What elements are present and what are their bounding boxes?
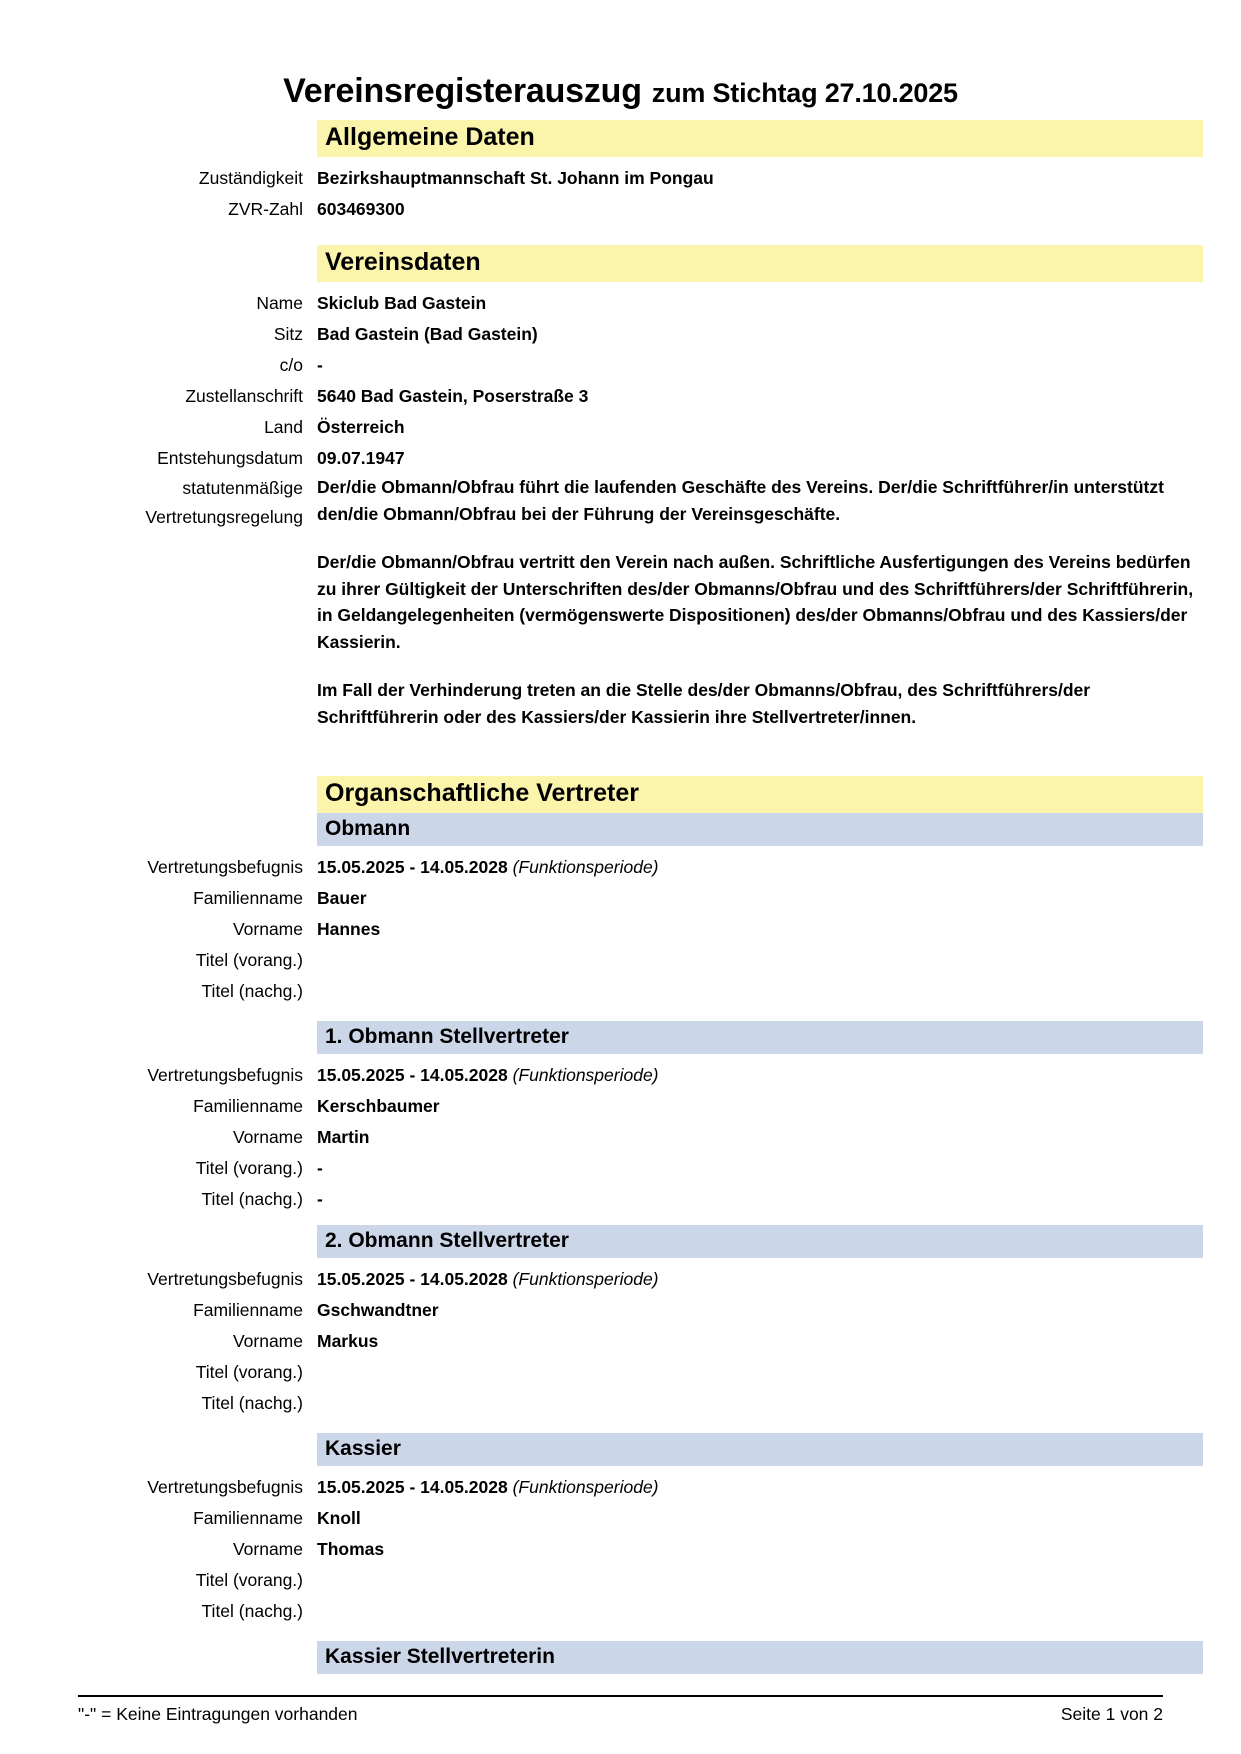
field-label-titel-nachg: Titel (nachg.)	[201, 981, 303, 1001]
field-value-vorname-stv2: Markus	[317, 1331, 379, 1351]
field-row-vertretungsregelung	[0, 474, 1241, 730]
field-row-co	[0, 350, 1241, 381]
field-label-vertretungsbefugnis: Vertretungsbefugnis	[147, 1477, 303, 1497]
field-value-vertretungsbefugnis-stv2	[317, 1264, 1241, 1295]
section-header-vereinsdaten: Vereinsdaten	[317, 245, 1203, 282]
field-value-vorname-stv1: Martin	[317, 1127, 370, 1147]
document-title-main: Vereinsregisterauszug	[283, 72, 642, 110]
field-row-land	[0, 412, 1241, 443]
field-value-vorname-kassier: Thomas	[317, 1539, 385, 1559]
page-footer	[78, 1695, 1163, 1726]
field-label-vorname: Vorname	[232, 1331, 303, 1351]
field-value-entstehungsdatum: 09.07.1947	[317, 448, 405, 468]
field-value-zustellanschrift: 5640 Bad Gastein, Poserstraße 3	[317, 386, 589, 406]
field-label-vertretungsregelung-line2: Vertretungsregelung	[145, 507, 303, 527]
field-row-name	[0, 288, 1241, 319]
field-row-titel-vorang-obmann	[0, 945, 1241, 976]
field-row-zvr-zahl	[0, 194, 1241, 225]
footer-page-number: Seite 1 von 2	[1060, 1704, 1163, 1724]
field-label-vertretungsbefugnis: Vertretungsbefugnis	[147, 857, 303, 877]
field-label-co: c/o	[279, 355, 303, 375]
field-value-co: -	[317, 355, 323, 375]
field-value-familienname-stv1: Kerschbaumer	[317, 1096, 440, 1116]
field-row-familienname-stv1	[0, 1091, 1241, 1122]
field-row-titel-vorang-stv1	[0, 1153, 1241, 1184]
field-row-vertretungsbefugnis-obmann	[0, 852, 1241, 883]
field-row-titel-nachg-kassier	[0, 1596, 1241, 1627]
field-label-familienname: Familienname	[193, 1300, 303, 1320]
field-row-zustellanschrift	[0, 381, 1241, 412]
field-label-zvr-zahl: ZVR-Zahl	[228, 199, 303, 219]
footer-divider	[78, 1695, 1163, 1697]
document-title-subtitle: zum Stichtag 27.10.2025	[651, 78, 958, 108]
subsection-header-kassier: Kassier	[317, 1433, 1203, 1466]
field-value-vertretungsbefugnis-stv1	[317, 1060, 1241, 1091]
field-row-vorname-obmann	[0, 914, 1241, 945]
field-row-familienname-kassier	[0, 1503, 1241, 1534]
field-label-zustellanschrift: Zustellanschrift	[185, 386, 303, 406]
subsection-header-obmann-stellvertreter-1: 1. Obmann Stellvertreter	[317, 1021, 1203, 1054]
field-value-name: Skiclub Bad Gastein	[317, 293, 487, 313]
field-label-familienname: Familienname	[193, 1508, 303, 1528]
field-label-name: Name	[256, 293, 303, 313]
vertretungsregelung-paragraph-2: Der/die Obmann/Obfrau vertritt den Verein nach außen. Schriftliche Ausfertigungen des Vereins bedürfen zu ihrer Gültigkeit der Unterschriften des/der Obmanns/Obfrau und des Schriftführers/der Schriftführerin, in Geldangelegenheiten (vermögenswerte Dispositionen) des/der Obmanns/Obfrau und des Kassiers/der Kassierin.	[317, 552, 1194, 652]
period-note: (Funktionsperiode)	[512, 857, 659, 877]
field-label-land: Land	[264, 417, 303, 437]
field-label-vertretungsregelung-line1: statutenmäßige	[182, 478, 303, 498]
field-label-titel-nachg: Titel (nachg.)	[201, 1601, 303, 1621]
field-value-titel-vorang-stv1: -	[317, 1158, 323, 1178]
period-note: (Funktionsperiode)	[512, 1065, 659, 1085]
field-value-sitz: Bad Gastein (Bad Gastein)	[317, 324, 538, 344]
field-row-entstehungsdatum	[0, 443, 1241, 474]
field-label-titel-nachg: Titel (nachg.)	[201, 1189, 303, 1209]
field-row-vertretungsbefugnis-stv1	[0, 1060, 1241, 1091]
field-value-familienname-stv2: Gschwandtner	[317, 1300, 439, 1320]
field-row-vorname-kassier	[0, 1534, 1241, 1565]
vertretungsregelung-paragraph-1: Der/die Obmann/Obfrau führt die laufenden Geschäfte des Vereins. Der/die Schriftführer/in unterstützt den/die Obmann/Obfrau bei der Führung der Vereinsgeschäfte.	[317, 477, 1164, 524]
field-row-titel-vorang-stv2	[0, 1357, 1241, 1388]
field-row-titel-nachg-stv2	[0, 1388, 1241, 1419]
field-label-vertretungsregelung	[0, 474, 317, 532]
field-label-familienname: Familienname	[193, 888, 303, 908]
field-value-land: Österreich	[317, 417, 405, 437]
section-header-organschaftliche-vertreter: Organschaftliche Vertreter	[317, 776, 1203, 813]
field-row-titel-nachg-obmann	[0, 976, 1241, 1007]
field-value-vertretungsbefugnis-obmann	[317, 852, 1241, 883]
field-label-titel-vorang: Titel (vorang.)	[195, 1158, 303, 1178]
field-row-familienname-obmann	[0, 883, 1241, 914]
field-row-vorname-stv1	[0, 1122, 1241, 1153]
subsection-header-kassier-stellvertreterin: Kassier Stellvertreterin	[317, 1641, 1203, 1674]
field-label-vorname: Vorname	[232, 1127, 303, 1147]
field-label-titel-vorang: Titel (vorang.)	[195, 1570, 303, 1590]
footer-legend: "-" = Keine Eintragungen vorhanden	[78, 1704, 358, 1724]
period-note: (Funktionsperiode)	[512, 1477, 659, 1497]
field-value-zustaendigkeit: Bezirkshauptmannschaft St. Johann im Pongau	[317, 168, 714, 188]
field-label-vertretungsbefugnis: Vertretungsbefugnis	[147, 1065, 303, 1085]
document-title	[0, 0, 1241, 111]
field-label-vorname: Vorname	[232, 919, 303, 939]
field-row-vorname-stv2	[0, 1326, 1241, 1357]
field-row-titel-vorang-kassier	[0, 1565, 1241, 1596]
field-row-sitz	[0, 319, 1241, 350]
field-row-vertretungsbefugnis-stv2	[0, 1264, 1241, 1295]
section-header-allgemeine-daten: Allgemeine Daten	[317, 120, 1203, 157]
field-value-vorname-obmann: Hannes	[317, 919, 381, 939]
field-label-zustaendigkeit: Zuständigkeit	[198, 168, 303, 188]
period-note: (Funktionsperiode)	[512, 1269, 659, 1289]
field-label-titel-nachg: Titel (nachg.)	[201, 1393, 303, 1413]
period-dates: 15.05.2025 - 14.05.2028	[317, 1269, 508, 1289]
field-label-vertretungsbefugnis: Vertretungsbefugnis	[147, 1269, 303, 1289]
period-dates: 15.05.2025 - 14.05.2028	[317, 857, 508, 877]
field-row-vertretungsbefugnis-kassier	[0, 1472, 1241, 1503]
field-value-vertretungsregelung	[317, 474, 1241, 730]
period-dates: 15.05.2025 - 14.05.2028	[317, 1477, 508, 1497]
vertretungsregelung-paragraph-3: Im Fall der Verhinderung treten an die Stelle des/der Obmanns/Obfrau, des Schriftführers/der Schriftführerin oder des Kassiers/der Kassierin ihre Stellvertreter/innen.	[317, 680, 1091, 727]
field-value-zvr-zahl: 603469300	[317, 199, 405, 219]
period-dates: 15.05.2025 - 14.05.2028	[317, 1065, 508, 1085]
field-value-titel-nachg-stv1: -	[317, 1189, 323, 1209]
field-row-zustaendigkeit	[0, 163, 1241, 194]
field-label-vorname: Vorname	[232, 1539, 303, 1559]
field-label-titel-vorang: Titel (vorang.)	[195, 1362, 303, 1382]
field-value-familienname-obmann: Bauer	[317, 888, 367, 908]
field-label-sitz: Sitz	[273, 324, 303, 344]
field-value-vertretungsbefugnis-kassier	[317, 1472, 1241, 1503]
field-label-entstehungsdatum: Entstehungsdatum	[157, 448, 303, 468]
subsection-header-obmann: Obmann	[317, 813, 1203, 846]
field-value-familienname-kassier: Knoll	[317, 1508, 361, 1528]
field-row-familienname-stv2	[0, 1295, 1241, 1326]
subsection-header-obmann-stellvertreter-2: 2. Obmann Stellvertreter	[317, 1225, 1203, 1258]
field-row-titel-nachg-stv1	[0, 1184, 1241, 1215]
field-label-familienname: Familienname	[193, 1096, 303, 1116]
field-label-titel-vorang: Titel (vorang.)	[195, 950, 303, 970]
